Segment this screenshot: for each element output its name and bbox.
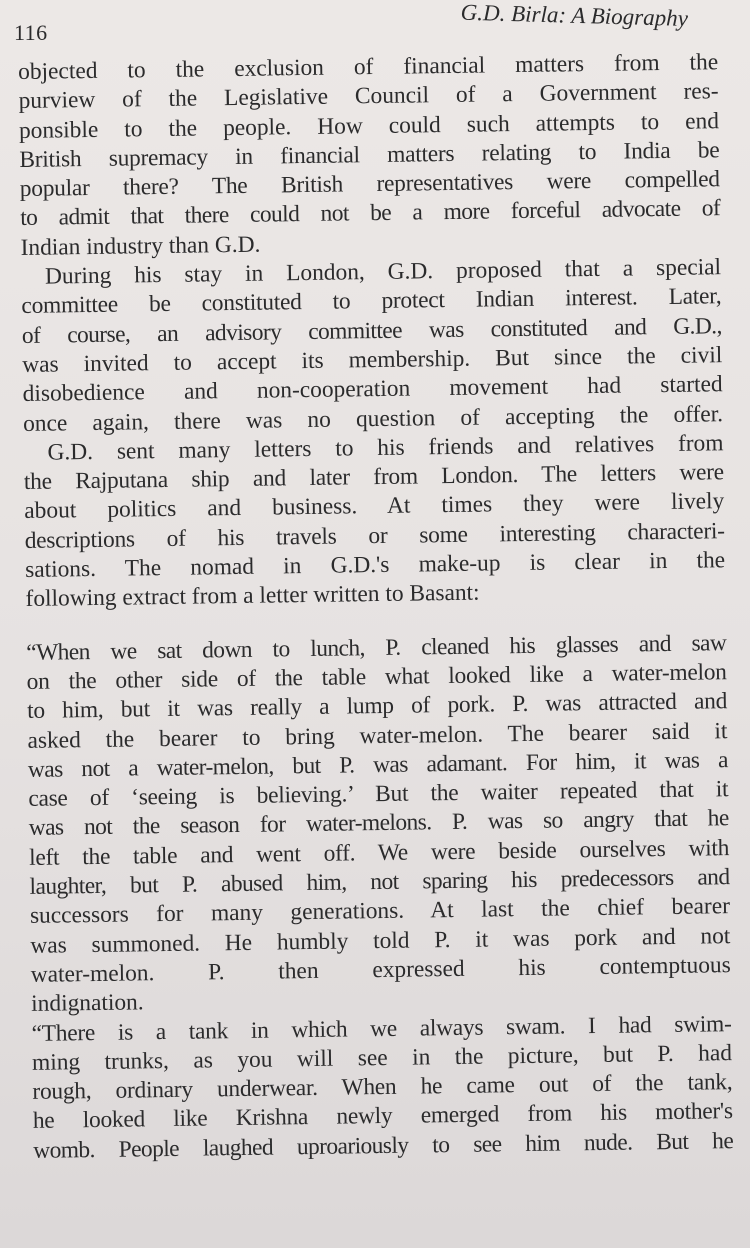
- text-line: successors for many generations. At last the chief bearer: [29, 893, 731, 930]
- running-title: G.D. Birla: A Biography: [460, 0, 688, 31]
- text-line: of course, an advisory committee was constituted and G.D.,: [21, 312, 722, 349]
- body-text: [18, 48, 733, 1166]
- text-line: was summoned. He humbly told P. it was pork and not: [30, 922, 731, 959]
- text-line: to him, but it was really a lump of pork. P. was attracted and: [26, 688, 728, 725]
- text-line: following extract from a letter written to Basant:: [25, 579, 480, 613]
- text-line: on the other side of the table what looked like a water-melon: [26, 659, 727, 695]
- text-line: asked the bearer to bring water-melon. The bearer said it: [27, 717, 728, 754]
- text-line: “When we sat down to lunch, P. cleaned his glasses and saw: [26, 629, 727, 666]
- text-line: sations. The nomad in G.D.'s make-up is clear in the: [24, 547, 726, 583]
- text-line: laughter, but P. abused him, not sparing his predecessors and: [29, 864, 730, 900]
- text-line: G.D. sent many letters to his friends and relatives from: [47, 430, 724, 466]
- text-line: During his stay in London, G.D. proposed that a special: [44, 254, 722, 290]
- text-line: about politics and business. At times they were lively: [24, 488, 725, 525]
- text-line: indignation.: [31, 989, 144, 1018]
- text-line: objected to the exclusion of financial matters from the: [18, 49, 719, 85]
- text-line: British supremacy in financial matters relating to India be: [19, 137, 720, 173]
- text-line: was invited to accept its membership. But since the civil: [22, 342, 723, 378]
- text-line: rough, ordinary underwear. When he came out of the tank,: [32, 1069, 733, 1105]
- text-line: to admit that there could not be a more forceful advocate of: [20, 195, 721, 232]
- text-line: once again, there was no question of accepting the offer.: [22, 400, 724, 437]
- paragraph: [18, 48, 721, 263]
- text-line: committee be constituted to protect Indian interest. Later,: [21, 283, 722, 320]
- text-line: “There is a tank in which we always swam. I had swim-: [31, 1010, 732, 1047]
- text-line: he looked like Krishna newly emerged from his mother's: [32, 1098, 733, 1135]
- text-line: water-melon. P. then expressed his contemptuous: [30, 952, 731, 988]
- text-line: popular there? The British representatives were compelled: [19, 166, 720, 203]
- text-line: purview of the Legislative Council of a Government res-: [18, 78, 719, 115]
- paragraph: [21, 253, 723, 439]
- text-line: ming trunks, as you will see in the picture, but P. had: [31, 1039, 733, 1076]
- letter-quote: [26, 629, 731, 1020]
- page-number: 116: [14, 20, 48, 45]
- text-line: womb. People laughed uproariously to see him nude. But he: [33, 1127, 734, 1164]
- text-line: the Rajputana ship and later from London. The letters were: [23, 459, 725, 496]
- letter-quote: [31, 1010, 733, 1166]
- text-line: descriptions of his travels or some interesting characteri-: [24, 517, 725, 554]
- text-line: case of ‘seeing is believing.’ But the waiter repeated that it: [28, 776, 729, 813]
- text-line: disobedience and non-cooperation movement had started: [22, 371, 723, 408]
- paragraph: [23, 429, 725, 615]
- text-line: Indian industry than G.D.: [20, 231, 261, 261]
- text-line: ponsible to the people. How could such attempts to end: [18, 107, 720, 144]
- text-line: was not the season for water-melons. P. was so angry that he: [28, 805, 729, 842]
- text-line: left the table and went off. We were beside ourselves with: [28, 834, 730, 871]
- text-line: was not a water-melon, but P. was adamant. For him, it was a: [27, 746, 729, 783]
